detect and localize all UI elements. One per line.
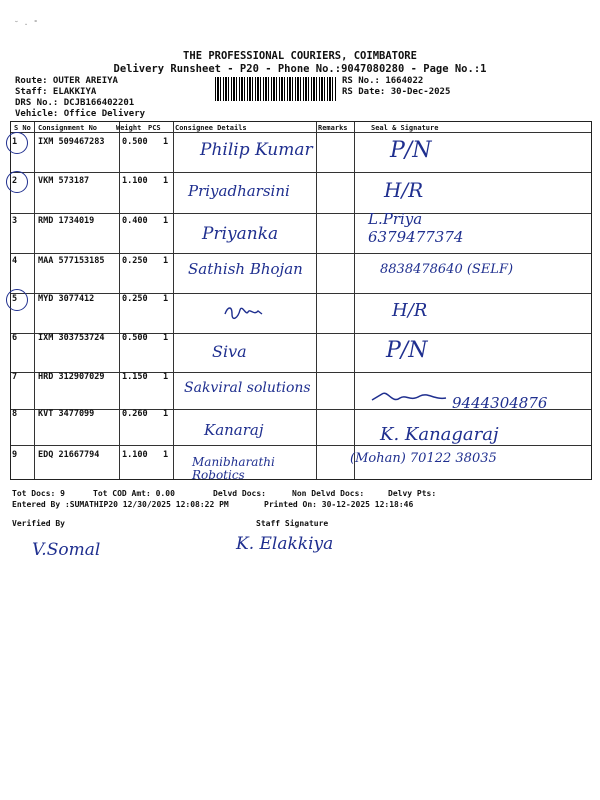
row4-pcs: 1: [163, 256, 169, 266]
row2-sno: 2: [12, 176, 18, 186]
row9-sno: 9: [12, 450, 18, 460]
delivered-docs: Delvd Docs:: [213, 489, 266, 498]
company-title: THE PROFESSIONAL COURIERS, COIMBATORE: [183, 50, 417, 62]
row6-pcs: 1: [163, 333, 169, 343]
row1-signature: P/N: [390, 138, 432, 163]
row5-pcs: 1: [163, 294, 169, 304]
col-header-pcs: PCS: [148, 124, 161, 132]
row8-signature: K. Kanagaraj: [380, 424, 499, 445]
row6-sno: 6: [12, 333, 18, 343]
rs-number: RS No.: 1664022: [342, 76, 424, 86]
route-label: Route: OUTER AREIYA: [15, 76, 118, 86]
row9-signature: (Mohan) 70122 38035: [350, 451, 497, 466]
row1-consignment: IXM 509467283: [38, 137, 105, 147]
row8-weight: 0.260: [122, 409, 148, 419]
col-header-remarks: Remarks: [318, 124, 348, 132]
scan-mark: ˘ · ˚: [14, 20, 39, 29]
col-header-signature: Seal & Signature: [371, 124, 439, 132]
total-docs: Tot Docs: 9: [12, 489, 65, 498]
row3-consignee: Priyanka: [202, 224, 279, 244]
printed-on: Printed On: 30-12-2025 12:18:46: [264, 500, 414, 509]
row4-consignee: Sathish Bhojan: [188, 260, 303, 278]
row4-signature: 8838478640 (SELF): [380, 262, 514, 277]
row7-signature-scribble: [370, 386, 450, 410]
row4-weight: 0.250: [122, 256, 148, 266]
row5-weight: 0.250: [122, 294, 148, 304]
verifier-signature: V.Somal: [32, 540, 101, 560]
row8-pcs: 1: [163, 409, 169, 419]
row9-consignment: EDQ 21667794: [38, 450, 100, 460]
row9-weight: 1.100: [122, 450, 148, 460]
runsheet-table: [10, 121, 592, 480]
row7-sno: 7: [12, 372, 18, 382]
vehicle-label: Vehicle: Office Delivery: [15, 109, 146, 119]
row9-consignee: Manibharathi Robotics: [192, 455, 275, 482]
col-header-consignment: Consignment No: [38, 124, 98, 132]
row5-consignment: MYD 3077412: [38, 294, 95, 304]
drs-label: DRS No.: DCJB166402201: [15, 98, 135, 108]
row6-weight: 0.500: [122, 333, 148, 343]
row6-consignment: IXM 303753724: [38, 333, 105, 343]
row1-consignee: Philip Kumar: [200, 140, 313, 160]
row2-pcs: 1: [163, 176, 169, 186]
row5-signature: H/R: [392, 300, 428, 321]
barcode: [215, 77, 337, 101]
row3-weight: 0.400: [122, 216, 148, 226]
row8-consignee: Kanaraj: [204, 421, 264, 439]
row2-consignee: Priyadharsini: [188, 182, 290, 200]
col-header-weight: Weight: [116, 124, 142, 132]
verified-by-label: Verified By: [12, 519, 65, 528]
row1-sno: 1: [12, 137, 18, 147]
row8-sno: 8: [12, 409, 18, 419]
staff-signature-label: Staff Signature: [256, 519, 329, 528]
row2-weight: 1.100: [122, 176, 148, 186]
row2-signature: H/R: [384, 178, 424, 202]
col-header-consignee: Consignee Details: [175, 124, 247, 132]
row6-consignee: Siva: [212, 342, 247, 361]
delivery-points: Delvy Pts:: [388, 489, 437, 498]
row5-consignee-scribble: [222, 302, 264, 322]
runsheet-subtitle: Delivery Runsheet - P20 - Phone No.:9047080280 - Page No.:1: [113, 63, 487, 75]
row3-sno: 3: [12, 216, 18, 226]
sno-circle-mark: [6, 171, 28, 193]
row1-weight: 0.500: [122, 137, 148, 147]
row3-pcs: 1: [163, 216, 169, 226]
row7-signature: 9444304876: [452, 394, 548, 412]
row1-pcs: 1: [163, 137, 169, 147]
row4-sno: 4: [12, 256, 18, 266]
sno-circle-mark: [6, 289, 28, 311]
row5-sno: 5: [12, 294, 18, 304]
non-delivered-docs: Non Delvd Docs:: [292, 489, 365, 498]
row3-signature: L.Priya 6379477374: [368, 210, 464, 246]
sno-circle-mark: [6, 132, 28, 154]
row3-consignment: RMD 1734019: [38, 216, 95, 226]
staff-label: Staff: ELAKKIYA: [15, 87, 97, 97]
row4-consignment: MAA 577153185: [38, 256, 105, 266]
row2-consignment: VKM 573187: [38, 176, 90, 186]
row9-pcs: 1: [163, 450, 169, 460]
total-cod: Tot COD Amt: 0.00: [93, 489, 175, 498]
col-header-sno: S No: [14, 124, 31, 132]
rs-date: RS Date: 30-Dec-2025: [342, 87, 451, 97]
row7-consignment: HRD 312907029: [38, 372, 105, 382]
row7-weight: 1.150: [122, 372, 148, 382]
row7-pcs: 1: [163, 372, 169, 382]
entered-by: Entered By :SUMATHIP20 12/30/2025 12:08:22 PM: [12, 500, 229, 509]
staff-signature: K. Elakkiya: [236, 534, 334, 554]
row7-consignee: Sakviral solutions: [184, 380, 311, 396]
row8-consignment: KVT 3477099: [38, 409, 95, 419]
row6-signature: P/N: [386, 338, 428, 363]
